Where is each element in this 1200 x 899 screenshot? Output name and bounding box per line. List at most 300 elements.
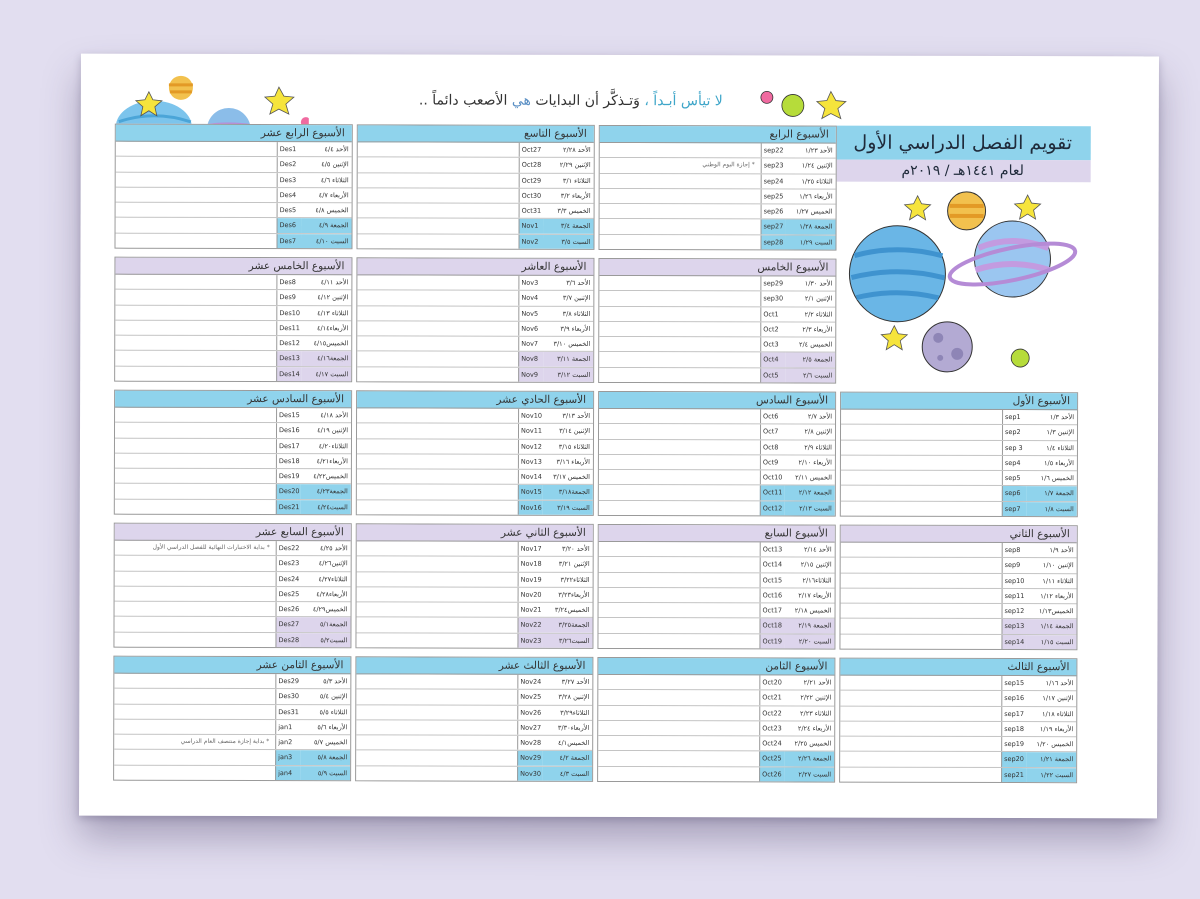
gregorian-date: Des21 [276, 500, 301, 514]
day-row [115, 541, 351, 557]
gregorian-date: Oct25 [759, 752, 784, 766]
day-note [598, 721, 759, 736]
day-note [599, 409, 760, 424]
day-row [358, 204, 594, 220]
day-note [841, 543, 1002, 558]
gregorian-date: Nov8 [518, 352, 543, 366]
gregorian-date: Des15 [276, 408, 301, 422]
gregorian-date: sep13 [1001, 619, 1026, 633]
gregorian-date: Nov15 [518, 485, 543, 499]
day-row [115, 351, 351, 367]
hijri-day-label: الخميس ١/٢٠ [1036, 740, 1074, 749]
motto-part-1: لا تيأس أبـداً ، [644, 93, 723, 110]
day-row [600, 219, 836, 235]
hijri-day-label: الجمعة٤/١٦ [301, 352, 351, 366]
gregorian-date: Des31 [275, 705, 300, 719]
hijri-day-label: السبت ١/٢٢ [1026, 768, 1076, 782]
day-row [358, 142, 594, 158]
gregorian-date: sep24 [761, 174, 786, 188]
gregorian-date: Nov1 [519, 219, 544, 233]
hijri-day-label: السبت ٢/٢٧ [784, 767, 834, 781]
week-table-13 [355, 656, 593, 782]
hijri-day-label: الجمعة ٢/١٩ [784, 619, 834, 633]
gregorian-date: sep6 [1002, 486, 1027, 500]
day-row [600, 189, 836, 205]
day-note [115, 454, 276, 469]
day-note [115, 469, 276, 484]
day-note [841, 440, 1002, 455]
gregorian-date: Des8 [276, 275, 301, 289]
day-note [841, 455, 1002, 470]
hijri-day-label: الإثنين ١/٢٤ [801, 161, 833, 170]
day-row [841, 588, 1077, 604]
week-title: الأسبوع الثالث [840, 659, 1076, 677]
week-table-16 [114, 390, 352, 516]
hijri-day-label: الخميس٣/٢٤ [554, 606, 590, 615]
hijri-day-label: الجمعة ١/٢٨ [786, 220, 836, 234]
week-title: الأسبوع السادس عشر [115, 391, 351, 409]
hijri-day-label: الخميس١/١٣ [1038, 607, 1074, 616]
day-note [358, 173, 519, 188]
gregorian-date: Oct1 [760, 307, 785, 321]
gregorian-date: Nov4 [518, 291, 543, 305]
hijri-day-label: الثلاثاء ٤/١٣ [317, 308, 349, 317]
day-note [841, 471, 1002, 486]
day-row [115, 469, 351, 485]
gregorian-date: Nov27 [517, 721, 542, 735]
day-row [356, 633, 592, 648]
day-row [356, 705, 592, 721]
hijri-day-label: الجمعة ٣/١١ [543, 352, 593, 366]
hijri-day-label: الإثنين ١/١٧ [1042, 694, 1074, 703]
hijri-day-label: الإثنين ١/١٠ [1042, 561, 1074, 570]
gregorian-date: sep 3 [1002, 441, 1027, 455]
day-row [599, 276, 835, 292]
day-row [598, 706, 834, 722]
day-row [840, 634, 1076, 649]
hijri-day-label: الثلاثاء٣/٢٩ [560, 708, 590, 717]
gregorian-date: Des16 [276, 423, 301, 437]
day-note [599, 424, 760, 439]
day-row [841, 543, 1077, 559]
day-row [114, 765, 350, 780]
day-row [358, 158, 594, 174]
day-note [357, 275, 518, 290]
hijri-day-label: السبت ٢/١٣ [785, 501, 835, 515]
gregorian-date: Oct4 [760, 353, 785, 367]
hijri-day-label: الأحد ١/٣ [1049, 413, 1075, 422]
day-row [599, 588, 835, 604]
day-note [599, 276, 760, 291]
hijri-day-label: الجمعة ١/١٤ [1026, 620, 1076, 634]
day-row [841, 501, 1077, 516]
day-note: * إجازة اليوم الوطني [702, 161, 755, 169]
day-note [358, 142, 519, 157]
hijri-day-label: السبت ٣/١٢ [543, 368, 593, 382]
gregorian-date: Nov24 [517, 675, 542, 689]
gregorian-date: sep4 [1002, 456, 1027, 470]
day-note [115, 366, 276, 381]
hijri-day-label: الأحد ١/٢٣ [805, 146, 833, 155]
planets-illustration [842, 186, 1087, 379]
hijri-day-label: الثلاثاء ١/١٨ [1042, 709, 1074, 718]
week-table-5 [598, 258, 836, 384]
gregorian-date: Des9 [276, 290, 301, 304]
day-note [841, 425, 1002, 440]
gregorian-date: jan1 [275, 720, 300, 734]
day-row [114, 720, 350, 736]
hijri-day-label: الإثنين ٢/٨ [804, 427, 833, 436]
hijri-day-label: الأربعاء ١/٥ [1044, 459, 1074, 468]
day-row [116, 188, 352, 204]
day-row [840, 619, 1076, 635]
hijri-day-label: الأربعاء٤/١٤ [316, 324, 349, 333]
day-note [116, 188, 277, 203]
day-note [840, 676, 1001, 691]
gregorian-date: Nov23 [517, 634, 542, 648]
day-note [840, 752, 1001, 767]
gregorian-date: Nov7 [518, 337, 543, 351]
hijri-day-label: الثلاثاء٤/٢٧ [318, 574, 348, 583]
day-note [358, 188, 519, 203]
gregorian-date: Oct14 [760, 558, 785, 572]
hijri-day-label: السبت٥/٢ [300, 633, 350, 647]
motto-part-4: الأصعب دائماً .. [418, 92, 508, 109]
day-note [115, 571, 276, 586]
day-note [840, 634, 1001, 649]
week-table-7 [597, 524, 835, 650]
hijri-day-label: الأربعاء ٣/١٦ [556, 457, 590, 466]
gregorian-date: Oct3 [760, 338, 785, 352]
day-row [357, 439, 593, 455]
hijri-day-label: الأربعاء٣/٢٣ [558, 590, 590, 599]
day-note [115, 556, 276, 571]
day-row [840, 737, 1076, 753]
day-row [600, 158, 836, 174]
week-title: الأسبوع الخامس [599, 259, 835, 277]
day-note [598, 751, 759, 766]
hijri-day-label: الخميس٤/٢٩ [312, 605, 348, 614]
hijri-day-label: الثلاثاء ٢/٢ [804, 310, 833, 319]
day-row [600, 204, 836, 220]
hijri-day-label: الخميس ٢/٤ [798, 340, 833, 349]
gregorian-date: Oct17 [760, 604, 785, 618]
day-row [841, 471, 1077, 487]
week-table-3 [839, 658, 1077, 784]
day-row [840, 721, 1076, 737]
hijri-day-label: السبت ٤/١٧ [301, 367, 351, 381]
day-row [841, 440, 1077, 456]
week-title: الأسبوع الثاني [841, 526, 1077, 544]
day-note [357, 541, 518, 556]
day-row [116, 203, 352, 219]
gregorian-date: Oct24 [759, 737, 784, 751]
day-note [356, 705, 517, 720]
gregorian-date: Oct18 [759, 619, 784, 633]
week-title: الأسبوع الرابع [600, 126, 836, 144]
gregorian-date: Oct5 [760, 368, 785, 382]
day-note [357, 352, 518, 367]
week-table-17 [113, 523, 351, 649]
gregorian-date: Oct8 [760, 440, 785, 454]
day-note [114, 765, 275, 780]
gregorian-date: Nov13 [518, 455, 543, 469]
week-table-4 [598, 125, 836, 251]
day-row [840, 752, 1076, 768]
hijri-day-label: السبت ٥/٩ [300, 766, 350, 780]
hijri-day-label: السبت ١/٨ [1027, 502, 1077, 516]
day-row [357, 557, 593, 573]
hijri-day-label: الأحد ٤/٢٥ [320, 544, 348, 553]
hijri-day-label: الأحد ٥/٣ [323, 677, 348, 686]
gregorian-date: sep25 [761, 189, 786, 203]
gregorian-date: sep22 [761, 143, 786, 157]
day-row [115, 602, 351, 618]
day-note [115, 290, 276, 305]
day-note [599, 455, 760, 470]
week-table-8 [597, 657, 835, 783]
day-note [599, 485, 760, 500]
day-note [358, 219, 519, 234]
day-note [599, 337, 760, 352]
day-row [116, 172, 352, 188]
gregorian-date: sep29 [760, 276, 785, 290]
week-table-1 [840, 392, 1078, 518]
day-note [356, 633, 517, 648]
hijri-day-label: الأحد ١/١٦ [1045, 679, 1074, 688]
hijri-day-label: الإثنين ٢/٢٩ [559, 161, 591, 170]
day-note [600, 189, 761, 204]
day-row [356, 618, 592, 634]
day-row [841, 486, 1077, 502]
day-row [599, 368, 835, 383]
day-note [116, 142, 277, 157]
hijri-day-label: الثلاثاء ٢/٩ [804, 443, 832, 452]
hijri-day-label: الجمعة ٢/٥ [785, 353, 835, 367]
hijri-day-label: السبت٤/٢٤ [301, 500, 351, 514]
hijri-day-label: الأربعاء٤/٢١ [316, 457, 348, 466]
gregorian-date: Des2 [277, 157, 302, 171]
day-row [599, 409, 835, 425]
gregorian-date: Des19 [276, 469, 301, 483]
week-title: الأسبوع السادس [599, 392, 835, 410]
day-row [599, 603, 835, 619]
day-row [357, 603, 593, 619]
week-title: الأسبوع الثاني عشر [357, 524, 593, 542]
day-note [115, 587, 276, 602]
gregorian-date: Oct19 [759, 634, 784, 648]
day-note [114, 704, 275, 719]
week-title: الأسبوع الرابع عشر [116, 125, 352, 143]
day-row [114, 674, 350, 690]
gregorian-date: Oct21 [759, 691, 784, 705]
hijri-day-label: الثلاثاء ٣/١٥ [558, 442, 590, 451]
gregorian-date: Des14 [276, 367, 301, 381]
day-note [599, 501, 760, 516]
hijri-day-label: الخميس ٢/١١ [795, 473, 832, 482]
hijri-day-label: الثلاثاء ٤/٦ [320, 175, 349, 184]
day-note [358, 204, 519, 219]
day-row [115, 571, 351, 587]
week-table-6 [598, 391, 836, 517]
day-row [357, 367, 593, 382]
gregorian-date: Nov6 [518, 322, 543, 336]
hijri-day-label: الجمعة ٢/١٢ [785, 486, 835, 500]
day-row [599, 352, 835, 368]
hijri-day-label: الجمعة ٢/٢٦ [784, 752, 834, 766]
day-row [116, 142, 352, 158]
day-note [357, 306, 518, 321]
day-note [357, 454, 518, 469]
gregorian-date: Des10 [276, 306, 301, 320]
gregorian-date: Nov11 [518, 424, 543, 438]
day-note [841, 604, 1002, 619]
hijri-day-label: الخميس ٢/١٨ [794, 606, 832, 615]
gregorian-date: Oct27 [519, 143, 544, 157]
day-note [115, 438, 276, 453]
gregorian-date: Oct15 [760, 573, 785, 587]
day-row [599, 440, 835, 456]
gregorian-date: sep28 [760, 235, 785, 249]
hijri-day-label: الأربعاء ٢/١٠ [798, 458, 832, 467]
hijri-day-label: السبت ٣/٥ [543, 235, 593, 249]
gregorian-date: Nov14 [518, 470, 543, 484]
day-note [599, 440, 760, 455]
day-row [599, 573, 835, 589]
week-title: الأسبوع السابع عشر [115, 524, 351, 542]
day-row [599, 455, 835, 471]
day-note [115, 602, 276, 617]
day-note [114, 750, 275, 765]
day-note [599, 291, 760, 306]
day-row [356, 736, 592, 752]
week-title: الأسبوع الثامن [598, 658, 834, 676]
hijri-day-label: الأحد ٢/٧ [807, 412, 833, 421]
calendar-sheet [79, 54, 1159, 819]
gregorian-date: Oct13 [760, 542, 785, 556]
hijri-day-label: السبت٣/٢٦ [542, 634, 592, 648]
hijri-day-label: الإثنين ٢/١٥ [800, 560, 832, 569]
gregorian-date: Des20 [276, 485, 301, 499]
gregorian-date: sep20 [1001, 752, 1026, 766]
hijri-day-label: الإثنين ٢/٢٢ [800, 693, 832, 702]
gregorian-date: sep15 [1001, 676, 1026, 690]
hijri-day-label: الإثنين٤/٢٦ [318, 559, 348, 568]
gregorian-date: Oct22 [759, 706, 784, 720]
gregorian-date: Oct16 [760, 588, 785, 602]
week-table-11 [356, 390, 594, 516]
day-note [599, 368, 760, 383]
day-row [840, 676, 1076, 692]
week-title: الأسبوع العاشر [357, 258, 593, 276]
day-note [357, 408, 518, 423]
hijri-day-label: الثلاثاء ١/١١ [1042, 576, 1074, 585]
hijri-day-label: الخميس ٢/٢٥ [794, 739, 832, 748]
day-row [599, 424, 835, 440]
hijri-day-label: الجمعة ٣/٤ [544, 219, 594, 233]
day-note [598, 675, 759, 690]
gregorian-date: Des6 [277, 219, 302, 233]
week-table-12 [355, 523, 593, 649]
day-note [115, 305, 276, 320]
day-note [600, 219, 761, 234]
gregorian-date: Oct28 [519, 158, 544, 172]
gregorian-date: Oct11 [760, 486, 785, 500]
motto-part-2: وَتـذكَّر أن البدايات [535, 92, 640, 110]
hijri-day-label: الأحد ١/٩ [1049, 546, 1074, 555]
day-note [357, 439, 518, 454]
week-title: الأسبوع الثامن عشر [114, 657, 350, 675]
gregorian-date: Nov26 [517, 705, 542, 719]
gregorian-date: Nov10 [518, 409, 543, 423]
day-note [358, 158, 519, 173]
day-note [600, 143, 761, 158]
day-row [599, 470, 835, 486]
gregorian-date: sep21 [1001, 768, 1026, 782]
gregorian-date: Oct30 [519, 189, 544, 203]
day-note [841, 410, 1002, 425]
hijri-day-label: الثلاثاء٢/١٦ [802, 576, 832, 585]
day-row [115, 423, 351, 439]
hijri-day-label: السبت ١/٢٩ [785, 235, 835, 249]
gregorian-date: sep30 [760, 292, 785, 306]
hijri-day-label: الإثنين ١/٣ [1046, 428, 1075, 437]
day-row [358, 188, 594, 204]
day-row [115, 438, 351, 454]
title-line-2: لعام ١٤٤١هـ / ٢٠١٩م [835, 160, 1091, 183]
gregorian-date: Des7 [276, 234, 301, 248]
week-table-18 [113, 656, 351, 782]
day-row [115, 366, 351, 381]
day-row [841, 425, 1077, 441]
gregorian-date: sep19 [1001, 737, 1026, 751]
week-table-14 [114, 124, 352, 250]
day-row [357, 485, 593, 501]
hijri-day-label: الخميس٤/٢٢ [313, 472, 348, 481]
hijri-day-label: الأحد ٤/٤ [324, 145, 349, 154]
hijri-day-label: الجمعة٣/١٨ [543, 485, 593, 499]
day-row [356, 766, 592, 781]
hijri-day-label: الثلاثاء ١/٤ [1046, 443, 1074, 452]
week-table-9 [356, 124, 594, 250]
day-row [356, 751, 592, 767]
day-note [116, 218, 277, 233]
hijri-day-label: الأحد ٤/١٨ [320, 411, 349, 420]
day-row [356, 674, 592, 690]
hijri-day-label: الخميس ٤/٨ [315, 206, 349, 215]
day-note [598, 706, 759, 721]
hijri-day-label: الإثنين ٢/١ [804, 294, 833, 303]
gregorian-date: Des11 [276, 321, 301, 335]
day-row [599, 235, 835, 250]
gregorian-date: Oct12 [760, 501, 785, 515]
day-row [840, 767, 1076, 782]
day-note [357, 291, 518, 306]
title-line-1: تقويم الفصل الدراسي الأول [835, 126, 1091, 161]
hijri-day-label: السبت ٤/٣ [542, 767, 592, 781]
gregorian-date: jan2 [275, 735, 300, 749]
gregorian-date: sep12 [1002, 604, 1027, 618]
gregorian-date: Nov22 [517, 618, 542, 632]
hijri-day-label: الإثنين ٥/٤ [319, 692, 348, 701]
day-row [114, 735, 350, 751]
hijri-day-label: الإثنين ٣/٢٨ [558, 693, 590, 702]
day-row [115, 499, 351, 514]
gregorian-date: Nov25 [517, 690, 542, 704]
gregorian-date: Des5 [277, 203, 302, 217]
day-row [841, 604, 1077, 620]
week-table-10 [356, 257, 594, 383]
